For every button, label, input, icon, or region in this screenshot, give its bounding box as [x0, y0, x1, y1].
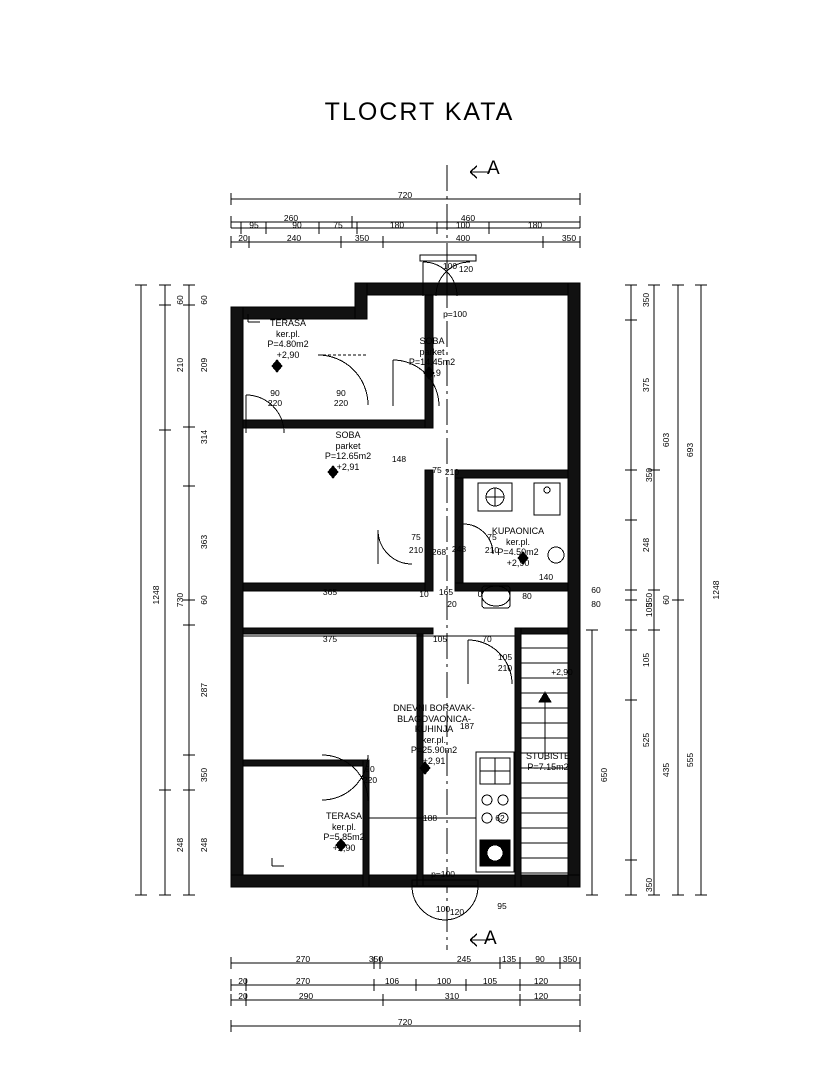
dimension-left: 287	[199, 682, 209, 698]
dimension-interior: 210	[444, 467, 460, 477]
dimension-top: 75	[333, 220, 343, 230]
dimension-top: 180	[527, 220, 543, 230]
room-label-soba-upper	[409, 336, 455, 378]
room-level: +2,90	[506, 557, 530, 568]
dimension-interior: 75	[432, 465, 442, 475]
room-label-dnevni-boravak	[393, 703, 475, 766]
dimension-left: 248	[175, 837, 185, 853]
dimension-right: 248	[641, 537, 651, 553]
dimension-bottom: 105	[482, 976, 498, 986]
door-tag: 210	[484, 545, 500, 555]
dimension-interior: 60	[591, 585, 601, 595]
room-finish: ker.pl.	[331, 821, 356, 832]
dimension-right: 693	[685, 442, 695, 458]
dimension-interior: 248	[451, 544, 467, 554]
dimension-interior: 70	[482, 634, 492, 644]
dimension-interior: 100	[435, 904, 451, 914]
dimension-interior: 80	[591, 599, 601, 609]
dimension-right: 650	[599, 767, 609, 783]
door-tag: 220	[267, 398, 283, 408]
dimension-interior: 375	[322, 634, 338, 644]
room-area: P=7.15m2	[527, 761, 569, 772]
door-tag: 75	[487, 532, 497, 542]
door-tag: 220	[362, 775, 378, 785]
room-name: DNEVNI BORAVAK-	[393, 703, 475, 713]
room-label-soba-middle	[325, 430, 371, 472]
dimension-top: 720	[397, 190, 413, 200]
dimension-bottom: 135	[501, 954, 517, 964]
section-mark-top: A	[487, 158, 500, 179]
room-finish: ker.pl.	[505, 536, 530, 547]
dimension-interior: 100	[442, 261, 458, 271]
room-finish: parket	[335, 440, 361, 451]
room-area: P=12.65m2	[324, 451, 372, 461]
dimension-top: 90	[292, 220, 302, 230]
section-mark-bottom: A	[484, 928, 497, 949]
dimension-bottom: 270	[295, 976, 311, 986]
room-area: P=5.85m2	[323, 832, 365, 842]
dimension-bottom: 720	[397, 1017, 413, 1027]
dimension-bottom: 350	[368, 954, 384, 964]
door-tag: p=100	[431, 869, 455, 879]
dimension-interior: 105	[432, 634, 448, 644]
door-tag: 210	[497, 663, 513, 673]
room-level: +2,91	[336, 461, 360, 472]
room-level: +2,90	[276, 349, 300, 360]
dimension-left: 60	[199, 295, 209, 305]
dimension-interior: 120	[458, 264, 474, 274]
dimension-top: 460	[460, 213, 476, 223]
dimension-left: 60	[175, 295, 185, 305]
dimension-interior: 148	[391, 454, 407, 464]
dimension-bottom: 310	[444, 991, 460, 1001]
room-name: TERASA	[325, 811, 362, 821]
dimension-bottom: 245	[456, 954, 472, 964]
dimension-right: 435	[661, 762, 671, 778]
dimension-interior: 0	[477, 589, 483, 599]
dimension-bottom: 20	[238, 991, 248, 1001]
door-tag: 220	[333, 398, 349, 408]
door-tag: 80	[522, 591, 532, 601]
door-tag: 105	[497, 652, 513, 662]
room-name: STUBISTE	[525, 751, 571, 761]
door-tag: 210	[408, 545, 424, 555]
door-tag: 90	[336, 388, 346, 398]
room-label-stubiste	[526, 751, 570, 772]
dimension-left: 314	[199, 429, 209, 445]
dimension-bottom: 120	[533, 976, 549, 986]
dimension-interior: 120	[449, 907, 465, 917]
dimension-interior: 62	[495, 813, 505, 823]
dimension-left: 248	[199, 837, 209, 853]
room-finish: ker.pl.	[275, 328, 300, 339]
room-label-terasa-lower	[323, 811, 364, 853]
dimension-top: 95	[249, 220, 259, 230]
room-name-line3: KUHINJA	[414, 724, 454, 734]
dimension-right: 350	[644, 877, 654, 893]
room-name-line2: BLAGOVAONICA-	[397, 713, 471, 724]
dimension-right: 375	[641, 377, 651, 393]
dimension-bottom: 290	[298, 991, 314, 1001]
dimension-interior: 165	[438, 587, 454, 597]
dimension-left: 363	[199, 534, 209, 550]
room-finish: ker.pl.	[421, 734, 446, 745]
dimension-left: 1248	[151, 585, 161, 605]
dimension-right: 525	[641, 732, 651, 748]
room-name: SOBA	[335, 430, 361, 440]
dimension-right: 350	[641, 292, 651, 308]
dimension-left: 60	[199, 595, 209, 605]
dimension-top: 100	[455, 220, 471, 230]
dimension-interior: 188	[422, 813, 438, 823]
dimension-right: 1248	[711, 580, 721, 600]
room-area: P=14.45m2	[408, 357, 456, 367]
dimension-right: 603	[661, 432, 671, 448]
dimension-right: 555	[685, 752, 695, 768]
door-tag: +2,90	[551, 667, 573, 677]
room-level: +2,91	[422, 755, 446, 766]
dimension-interior: 187	[459, 721, 475, 731]
door-tag: 75	[411, 532, 421, 542]
dimension-top: 240	[286, 233, 302, 243]
dimension-interior: 95	[497, 901, 507, 911]
dimension-top: 20	[238, 233, 248, 243]
room-level: +2,90	[332, 842, 356, 853]
dimension-interior: 365	[322, 587, 338, 597]
dimension-right: 60	[661, 595, 671, 605]
dimension-interior: 10	[419, 589, 429, 599]
dimension-bottom: 20	[238, 976, 248, 986]
dimension-right: 105	[641, 652, 651, 668]
dimension-bottom: 90	[535, 954, 545, 964]
dimension-bottom: 270	[295, 954, 311, 964]
room-label-kupaonica	[492, 526, 544, 568]
room-finish: parket	[419, 346, 445, 357]
dimension-top: 350	[561, 233, 577, 243]
door-tag: p=100	[443, 309, 467, 319]
room-area: P=25.90m2	[410, 745, 458, 755]
door-tag: 90	[270, 388, 280, 398]
dimension-interior: 268	[431, 547, 447, 557]
dimension-interior: 140	[538, 572, 554, 582]
dimension-bottom: 106	[384, 976, 400, 986]
page-title: TLOCRT KATA	[324, 98, 515, 126]
dimension-bottom: 350	[562, 954, 578, 964]
dimension-bottom: 100	[436, 976, 452, 986]
dimension-right: 350	[644, 592, 654, 608]
dimension-interior: 20	[447, 599, 457, 609]
room-name: KUPAONICA	[491, 526, 545, 536]
dimension-left: 350	[199, 767, 209, 783]
dimension-left: 730	[175, 592, 185, 608]
dimension-top: 260	[283, 213, 299, 223]
dimension-top: 350	[354, 233, 370, 243]
dimension-right: 105	[644, 602, 654, 618]
dimension-left: 209	[199, 357, 209, 373]
room-name: TERASA	[269, 318, 306, 328]
room-label-terasa-upper	[267, 318, 308, 360]
dimension-top: 180	[389, 220, 405, 230]
room-area: P=4.50m2	[497, 547, 539, 557]
dimension-bottom: 120	[533, 991, 549, 1001]
dimension-right: 350	[644, 467, 654, 483]
room-name: SOBA	[419, 336, 445, 346]
dimension-top: 400	[455, 233, 471, 243]
room-level: +2,9	[423, 367, 441, 378]
dimension-left: 210	[175, 357, 185, 373]
room-area: P=4.80m2	[267, 339, 309, 349]
door-tag: 90	[365, 764, 375, 774]
